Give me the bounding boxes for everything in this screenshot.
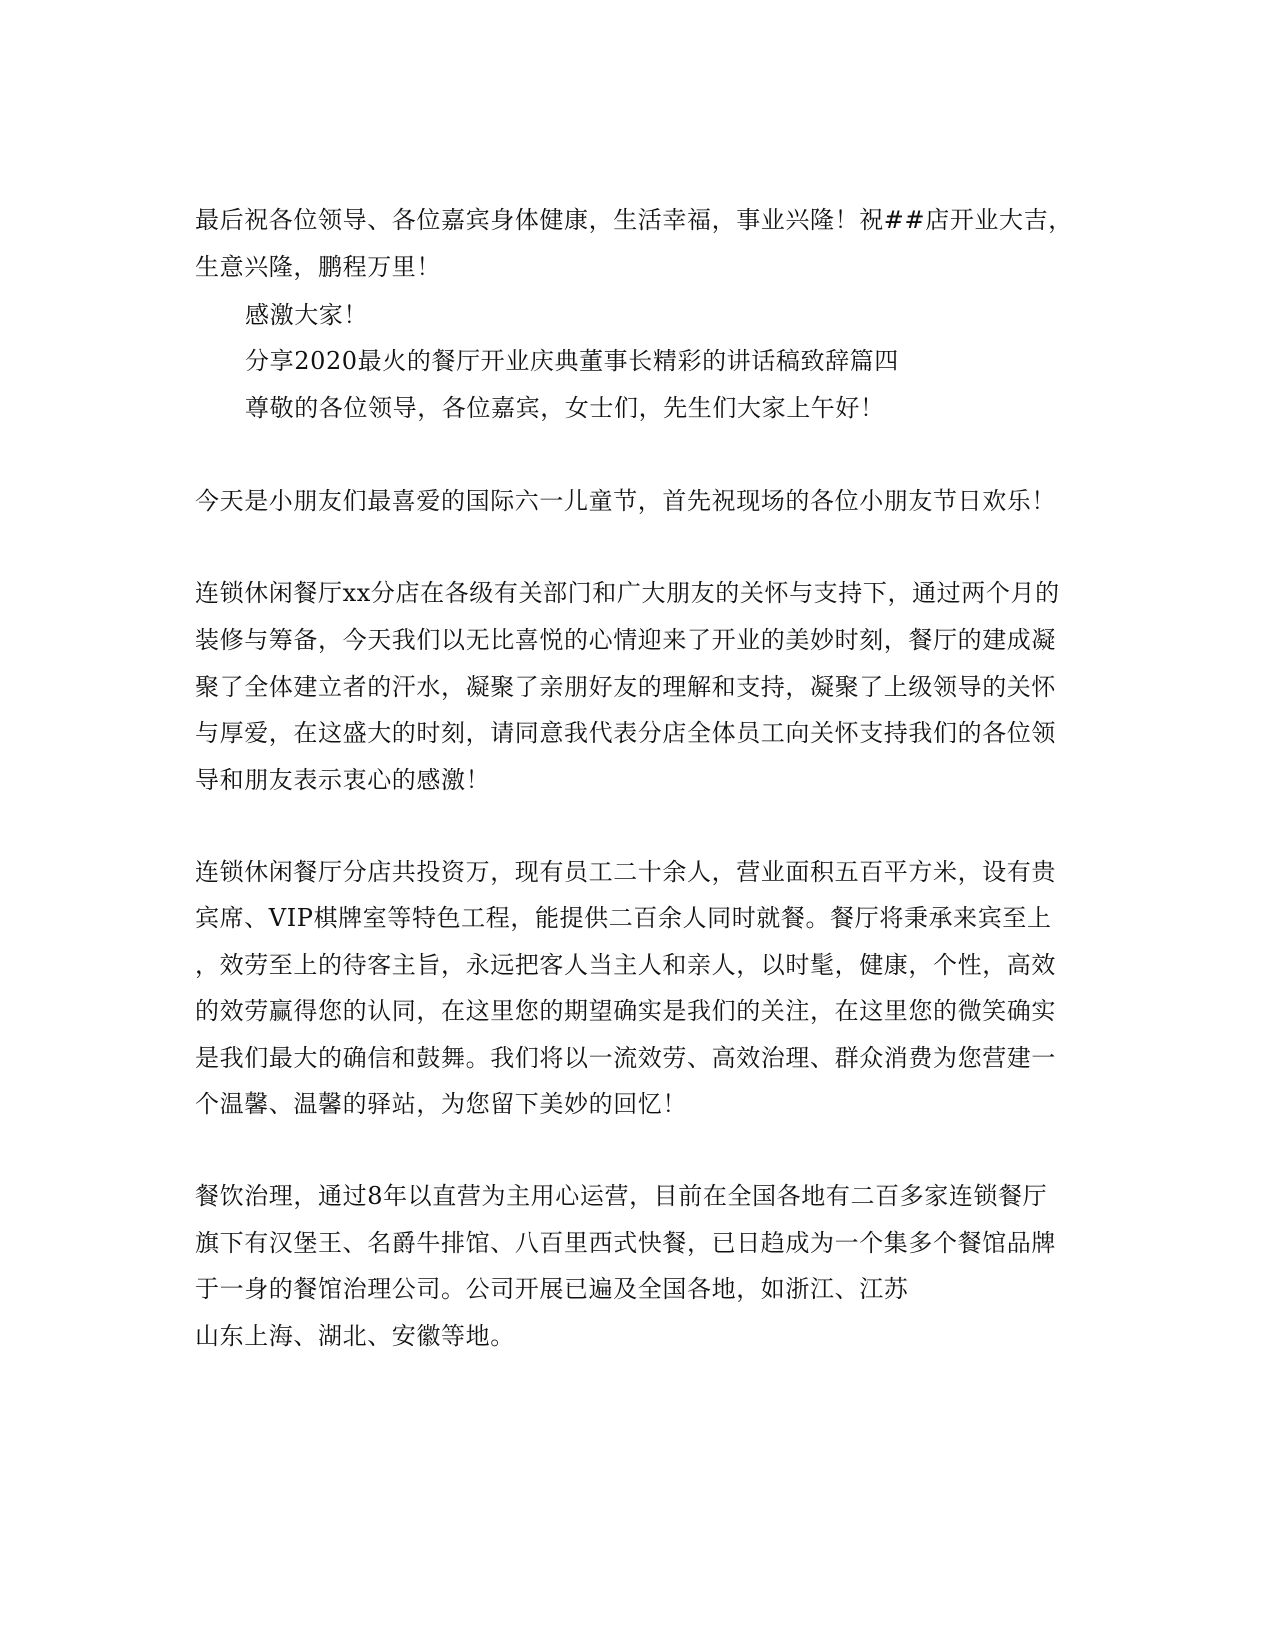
paragraph-2-line-4: 与厚爱，在这盛大的时刻，请同意我代表分店全体员工向关怀支持我们的各位领 <box>195 719 1056 747</box>
closing-wish-line-2: 生意兴隆，鹏程万里！ <box>195 253 441 281</box>
paragraph-4-line-3: 于一身的餐馆治理公司。公司开展已遍及全国各地，如浙江、江苏 <box>195 1275 909 1303</box>
greeting-line: 尊敬的各位领导，各位嘉宾，女士们，先生们大家上午好！ <box>245 394 885 422</box>
paragraph-2-line-2: 装修与筹备，今天我们以无比喜悦的心情迎来了开业的美妙时刻，餐厅的建成凝 <box>195 626 1056 654</box>
paragraph-2-line-1: 连锁休闲餐厅xx分店在各级有关部门和广大朋友的关怀与支持下，通过两个月的 <box>195 579 1060 607</box>
paragraph-2-line-5: 导和朋友表示衷心的感激！ <box>195 766 491 794</box>
paragraph-4-line-2: 旗下有汉堡王、名爵牛排馆、八百里西式快餐，已日趋成为一个集多个餐馆品牌 <box>195 1229 1056 1257</box>
closing-wish-line-1: 最后祝各位领导、各位嘉宾身体健康，生活幸福，事业兴隆！祝##店开业大吉， <box>195 206 1073 234</box>
paragraph-2-line-3: 聚了全体建立者的汗水，凝聚了亲朋好友的理解和支持，凝聚了上级领导的关怀 <box>195 673 1056 701</box>
paragraph-4-line-4: 山东上海、湖北、安徽等地。 <box>195 1322 515 1350</box>
paragraph-4-line-1: 餐饮治理，通过8年以直营为主用心运营，目前在全国各地有二百多家连锁餐厅 <box>195 1182 1048 1210</box>
paragraph-3-line-5: 是我们最大的确信和鼓舞。我们将以一流效劳、高效治理、群众消费为您营建一 <box>195 1044 1056 1072</box>
section-heading: 分享2020最火的餐厅开业庆典董事长精彩的讲话稿致辞篇四 <box>245 347 899 375</box>
paragraph-3-line-4: 的效劳赢得您的认同，在这里您的期望确实是我们的关注，在这里您的微笑确实 <box>195 997 1056 1025</box>
paragraph-3-line-6: 个温馨、温馨的驿站，为您留下美妙的回忆！ <box>195 1090 687 1118</box>
paragraph-1-line-1: 今天是小朋友们最喜爱的国际六一儿童节，首先祝现场的各位小朋友节日欢乐！ <box>195 487 1056 515</box>
paragraph-3-line-2: 宾席、VIP棋牌室等特色工程，能提供二百余人同时就餐。餐厅将秉承来宾至上 <box>195 904 1052 932</box>
paragraph-3-line-1: 连锁休闲餐厅分店共投资万，现有员工二十余人，营业面积五百平方米，设有贵 <box>195 858 1056 886</box>
paragraph-3-line-3: ，效劳至上的待客主旨，永远把客人当主人和亲人，以时髦，健康，个性，高效 <box>195 951 1056 979</box>
thanks-line: 感激大家！ <box>245 301 368 329</box>
